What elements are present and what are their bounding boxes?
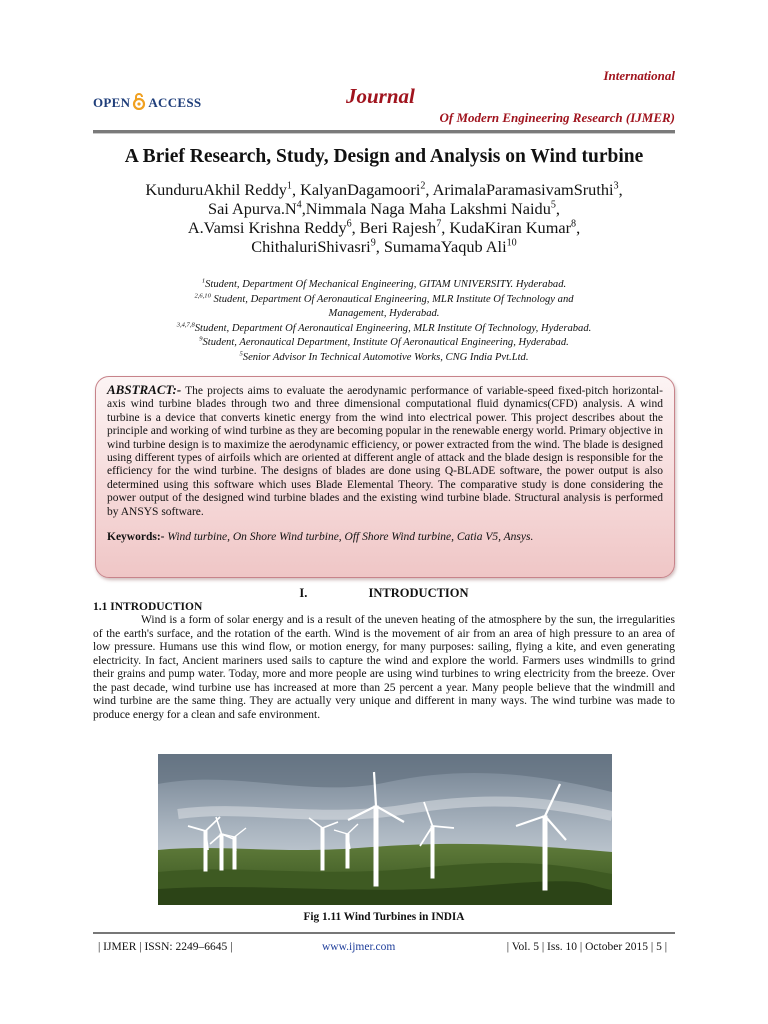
journal-word: Journal bbox=[346, 84, 415, 108]
footer-issn: | IJMER | ISSN: 2249–6645 | bbox=[98, 941, 233, 953]
abstract-label: ABSTRACT:- bbox=[107, 382, 182, 397]
author-line bbox=[60, 199, 708, 218]
author-affil-sup: 9 bbox=[370, 237, 376, 249]
author-name: ArimalaParamasivamSruthi bbox=[432, 180, 614, 199]
keywords-label: Keywords:- bbox=[107, 531, 165, 544]
footer-volume: | Vol. 5 | Iss. 10 | October 2015 | 5 | bbox=[506, 941, 667, 953]
author-sep: , bbox=[441, 218, 450, 237]
author-affil-sup: 5 bbox=[550, 199, 556, 211]
author-list bbox=[60, 180, 708, 256]
abstract-box bbox=[95, 376, 675, 578]
header-divider bbox=[93, 130, 675, 134]
author-sep: , bbox=[351, 218, 360, 237]
author-line bbox=[60, 180, 708, 199]
affiliation: Management, Hyderabad. bbox=[328, 308, 440, 319]
author-sep: , bbox=[291, 180, 301, 199]
author-name: SumamaYaqub Ali bbox=[383, 237, 507, 256]
abstract-text: The projects aims to evaluate the aerodynamic performance of variable-speed fixed-pitch horizontal-axis wind turbine blades through two and three dimensional computational fluid dynamics(CFD) analysis. A wind turbine is a device that converts kinetic energy from the wind into electrical power. This project describes about the principle and working of wind turbine as they are becoming popular in the renewable energy world. Primary objective in wind turbine design is to maximize the aerodynamic efficiency, or power extracted from the wind. The blade is designed using different types of airfoils which are oriented at different angle of attack and the blade design is responsible for the efficiency for the wind turbine. The designs of blades are done using Q-BLADE software, the power output is also determined using this software which uses Blade Elemental Theory. The comparative study is done considering the power output of the designed wind turbine blades and the existing wind turbine blade. Structural analysis is performed by ANSYS software. bbox=[107, 385, 663, 518]
author-affil-sup: 4 bbox=[296, 199, 302, 211]
author-sep: , bbox=[375, 237, 384, 256]
affil-sup: 5 bbox=[239, 349, 243, 357]
author-affil-sup: 1 bbox=[286, 180, 292, 192]
affil-sup: 1 bbox=[201, 277, 206, 285]
footer-url-link[interactable]: www.ijmer.com bbox=[322, 941, 396, 953]
author-name: A.Vamsi Krishna Reddy bbox=[187, 218, 347, 237]
section-heading: I. INTRODUCTION bbox=[299, 586, 469, 600]
author-sep: , bbox=[425, 180, 433, 199]
affil-sup: 9 bbox=[199, 335, 203, 343]
affiliation bbox=[100, 322, 668, 337]
author-affil-sup: 10 bbox=[506, 237, 517, 249]
author-affil-sup: 2 bbox=[420, 180, 426, 192]
affil-sup: 3,4,7,8 bbox=[176, 320, 195, 328]
affiliations bbox=[100, 278, 668, 365]
author-name: KudaKiran Kumar bbox=[449, 218, 572, 237]
author-sep: , bbox=[576, 218, 581, 237]
figure-caption: Fig 1.11 Wind Turbines in INDIA bbox=[303, 911, 465, 923]
author-name: ChithaluriShivasri bbox=[251, 237, 371, 256]
open-access-logo bbox=[93, 92, 201, 114]
author-sep: , bbox=[555, 199, 560, 218]
affil-text: Student, Aeronautical Department, Institute Of Aeronautical Engineering, Hyderabad. bbox=[202, 337, 569, 348]
keywords-line bbox=[107, 531, 663, 544]
author-affil-sup: 8 bbox=[571, 218, 577, 230]
author-affil-sup: 6 bbox=[346, 218, 352, 230]
paper-title: A Brief Research, Study, Design and Analysis on Wind turbine bbox=[124, 146, 644, 167]
abstract-body bbox=[107, 383, 663, 519]
affiliation bbox=[100, 293, 668, 308]
intro-paragraph: Wind is a form of solar energy and is a result of the uneven heating of the atmosphere by the sun, the irregularities of the earth's surface, and the rotation of the earth. Wind is the movement of air from an area of high pressure to an area of low pressure. Humans use this wind flow, or motion energy, for many purposes: sailing, flying a kite, and even generating electricity. In fact, Ancient mariners used sails to capture the wind and explore the world. Farmers uses windmills to grind their grains and pump water. Today, more and more people are using wind turbines to wring electricity from the breeze. Over the past decade, wind turbine use has increased at more than 25 percent a year. Many people believe that the windmill and wind turbine are the same thing. They are actually very unique and different in many ways. The wind turbine was made to produce energy for a clean and safe environment. bbox=[93, 614, 675, 721]
journal-full-name: Of Modern Engineering Research (IJMER) bbox=[439, 110, 675, 125]
affiliation bbox=[100, 336, 668, 351]
author-name: KunduruAkhil Reddy bbox=[145, 180, 287, 199]
journal-international-label: International bbox=[603, 68, 675, 83]
keywords-text: Wind turbine, On Shore Wind turbine, Off Shore Wind turbine, Catia V5, Ansys. bbox=[164, 531, 534, 544]
author-name: Beri Rajesh bbox=[359, 218, 437, 237]
affil-text: Student, Department Of Mechanical Engineering, GITAM UNIVERSITY. Hyderabad. bbox=[205, 279, 567, 290]
author-name: Sai Apurva.N bbox=[208, 199, 297, 218]
subsection-heading: 1.1 INTRODUCTION bbox=[93, 601, 203, 613]
author-sep: , bbox=[618, 180, 623, 199]
author-name: KalyanDagamoori bbox=[300, 180, 421, 199]
affiliation bbox=[100, 278, 668, 293]
author-affil-sup: 7 bbox=[436, 218, 442, 230]
author-name: Nimmala Naga Maha Lakshmi Naidu bbox=[305, 199, 551, 218]
author-sep: , bbox=[301, 199, 306, 218]
affil-sup: 2,6,10 bbox=[194, 291, 211, 299]
open-access-lock-icon bbox=[132, 92, 146, 114]
affil-text: Student, Department Of Aeronautical Engineering, MLR Institute Of Technology and bbox=[210, 293, 574, 305]
author-affil-sup: 3 bbox=[613, 180, 619, 192]
open-access-access-text: ACCESS bbox=[148, 95, 202, 110]
author-line bbox=[60, 218, 708, 237]
footer-divider bbox=[93, 932, 675, 934]
affil-text: Senior Advisor In Technical Automotive Works, CNG India Pvt.Ltd. bbox=[242, 351, 529, 363]
affiliation bbox=[100, 351, 668, 366]
affil-text: Student, Department Of Aeronautical Engineering, MLR Institute Of Technology, Hyderabad. bbox=[194, 322, 592, 334]
wind-farm-photo bbox=[158, 754, 612, 905]
open-access-open-text: OPEN bbox=[93, 95, 131, 110]
author-line bbox=[60, 237, 708, 256]
